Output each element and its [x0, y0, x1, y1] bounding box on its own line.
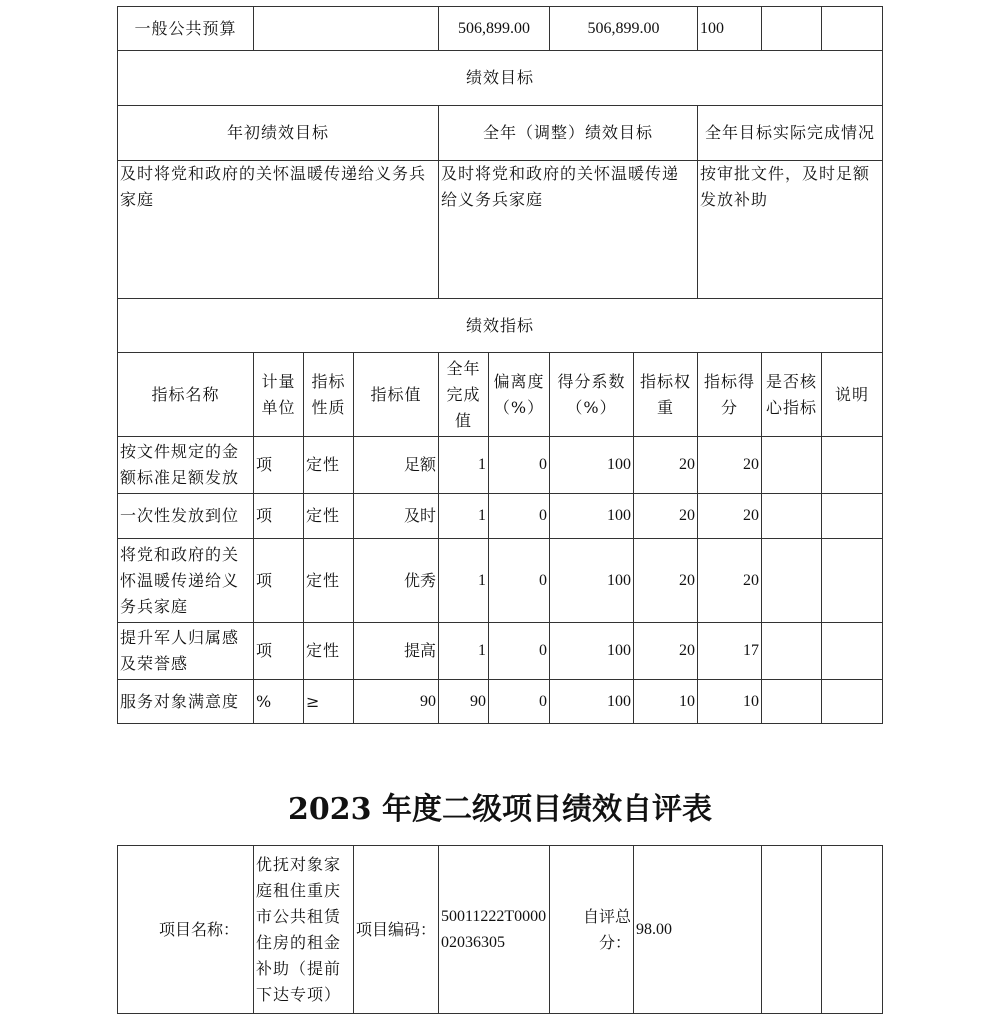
budget-amount-2: 506,899.00 — [550, 7, 698, 51]
budget-row — [118, 7, 883, 51]
header-note: 说明 — [822, 353, 883, 437]
indicator-score: 17 — [698, 623, 762, 680]
table-row — [118, 680, 883, 724]
indicator-coefficient: 100 — [550, 623, 634, 680]
indicator-done: 1 — [439, 494, 489, 539]
goals-content-row — [118, 161, 883, 299]
budget-empty-1 — [762, 7, 822, 51]
indicator-core — [762, 623, 822, 680]
indicator-done: 90 — [439, 680, 489, 724]
indicator-score: 20 — [698, 494, 762, 539]
indicator-unit: 项 — [254, 494, 304, 539]
project-name-value: 优抚对象家庭租住重庆市公共租赁住房的租金补助（提前下达专项） — [254, 846, 354, 1014]
project-code-value: 50011222T000002036305 — [439, 846, 550, 1014]
indicator-value: 90 — [354, 680, 439, 724]
indicator-nature: 定性 — [304, 539, 354, 623]
indicator-unit: 项 — [254, 437, 304, 494]
project-name-label: 项目名称： — [118, 846, 254, 1014]
project-empty-1 — [762, 846, 822, 1014]
header-deviation: 偏离度（%） — [489, 353, 550, 437]
indicator-deviation: 0 — [489, 680, 550, 724]
indicator-core — [762, 680, 822, 724]
indicator-name: 服务对象满意度 — [118, 680, 254, 724]
indicator-value: 提高 — [354, 623, 439, 680]
header-score: 指标得分 — [698, 353, 762, 437]
indicator-score: 20 — [698, 539, 762, 623]
indicator-done: 1 — [439, 623, 489, 680]
goals-header-row — [118, 106, 883, 161]
indicator-unit: % — [254, 680, 304, 724]
indicator-value: 及时 — [354, 494, 439, 539]
indicator-nature: 定性 — [304, 494, 354, 539]
indicator-done: 1 — [439, 539, 489, 623]
project-empty-2 — [822, 846, 883, 1014]
indicators-section-row — [118, 299, 883, 353]
header-nature: 指标性质 — [304, 353, 354, 437]
table-row — [118, 623, 883, 680]
budget-empty-2 — [822, 7, 883, 51]
indicator-coefficient: 100 — [550, 437, 634, 494]
goal-actual: 按审批文件，及时足额发放补助 — [698, 161, 883, 299]
indicator-done: 1 — [439, 437, 489, 494]
indicator-weight: 20 — [634, 539, 698, 623]
budget-ratio: 100 — [698, 7, 762, 51]
indicator-note — [822, 437, 883, 494]
indicator-unit: 项 — [254, 539, 304, 623]
indicator-nature: 定性 — [304, 623, 354, 680]
indicator-coefficient: 100 — [550, 494, 634, 539]
indicators-header-row — [118, 353, 883, 437]
budget-label: 一般公共预算 — [118, 7, 254, 51]
indicator-deviation: 0 — [489, 539, 550, 623]
indicator-note — [822, 494, 883, 539]
indicator-core — [762, 539, 822, 623]
goal-initial: 及时将党和政府的关怀温暖传递给义务兵家庭 — [118, 161, 439, 299]
header-core: 是否核心指标 — [762, 353, 822, 437]
header-coefficient: 得分系数（%） — [550, 353, 634, 437]
goal-header-actual: 全年目标实际完成情况 — [698, 106, 883, 161]
indicator-weight: 20 — [634, 437, 698, 494]
indicator-note — [822, 539, 883, 623]
indicator-note — [822, 623, 883, 680]
self-score-value: 98.00 — [634, 846, 762, 1014]
header-indicator-name: 指标名称 — [118, 353, 254, 437]
indicator-coefficient: 100 — [550, 539, 634, 623]
indicator-weight: 20 — [634, 623, 698, 680]
table-row — [118, 494, 883, 539]
indicator-value: 优秀 — [354, 539, 439, 623]
indicator-coefficient: 100 — [550, 680, 634, 724]
indicator-weight: 10 — [634, 680, 698, 724]
indicators-section-title: 绩效指标 — [118, 299, 883, 353]
goal-header-adjusted: 全年（调整）绩效目标 — [439, 106, 698, 161]
indicator-score: 10 — [698, 680, 762, 724]
budget-col2 — [254, 7, 439, 51]
goal-header-initial: 年初绩效目标 — [118, 106, 439, 161]
header-done: 全年完成值 — [439, 353, 489, 437]
indicator-name: 一次性发放到位 — [118, 494, 254, 539]
indicator-score: 20 — [698, 437, 762, 494]
project-table — [117, 845, 883, 1014]
indicator-deviation: 0 — [489, 437, 550, 494]
header-value: 指标值 — [354, 353, 439, 437]
indicator-deviation: 0 — [489, 494, 550, 539]
header-unit: 计量单位 — [254, 353, 304, 437]
project-row — [118, 846, 883, 1014]
indicator-core — [762, 494, 822, 539]
indicator-unit: 项 — [254, 623, 304, 680]
page-title: 2023 年度二级项目绩效自评表 — [288, 792, 712, 827]
indicator-name: 提升军人归属感及荣誉感 — [118, 623, 254, 680]
indicator-value: 足额 — [354, 437, 439, 494]
indicator-core — [762, 437, 822, 494]
table-row — [118, 437, 883, 494]
goal-adjusted: 及时将党和政府的关怀温暖传递给义务兵家庭 — [439, 161, 698, 299]
indicator-weight: 20 — [634, 494, 698, 539]
indicator-nature: ≥ — [304, 680, 354, 724]
header-weight: 指标权重 — [634, 353, 698, 437]
indicator-nature: 定性 — [304, 437, 354, 494]
goals-section-row — [118, 51, 883, 106]
self-score-label: 自评总分： — [550, 846, 634, 1014]
budget-amount-1: 506,899.00 — [439, 7, 550, 51]
table-row — [118, 539, 883, 623]
goals-section-title: 绩效目标 — [118, 51, 883, 106]
indicator-name: 按文件规定的金额标准足额发放 — [118, 437, 254, 494]
performance-table — [117, 6, 883, 724]
project-code-label: 项目编码： — [354, 846, 439, 1014]
indicator-name: 将党和政府的关怀温暖传递给义务兵家庭 — [118, 539, 254, 623]
indicator-note — [822, 680, 883, 724]
indicator-deviation: 0 — [489, 623, 550, 680]
